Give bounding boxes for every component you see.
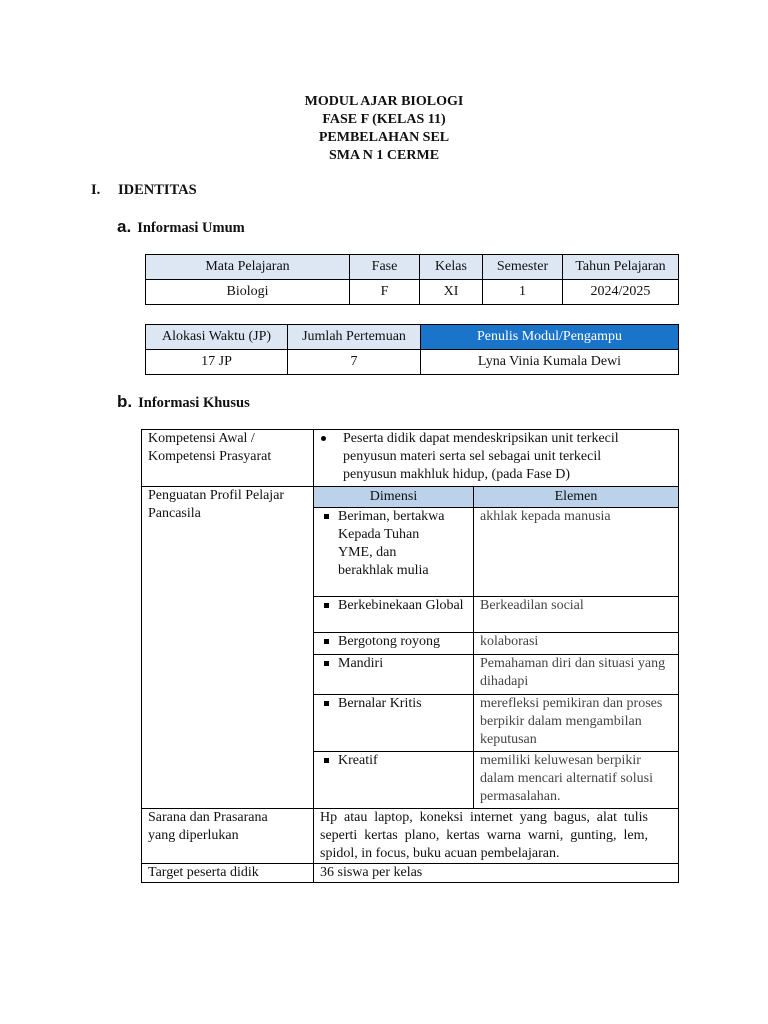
header-jumlah-pertemuan: Jumlah Pertemuan [288, 325, 421, 350]
table-alokasi [145, 324, 679, 375]
table-row [146, 350, 679, 375]
dimensi-cell [314, 655, 474, 695]
title-line-4: SMA N 1 CERME [328, 148, 440, 163]
subheading-informasi-khusus [117, 392, 250, 412]
cell-kelas: XI [420, 280, 483, 305]
dimensi-text: Mandiri [338, 656, 384, 671]
bullet-square-icon [324, 639, 329, 644]
row-profil-header [142, 487, 679, 508]
elemen-cell: memiliki keluwesan berpikir dalam mencari alternatif solusi permasalahan. [474, 752, 679, 809]
dimensi-cell [314, 752, 474, 809]
dimensi-cell [314, 633, 474, 655]
title-line-3: PEMBELAHAN SEL [318, 130, 450, 145]
table-header-row [146, 325, 679, 350]
elemen-cell: Pemahaman diri dan situasi yang dihadapi [474, 655, 679, 695]
subheading-letter: b. [117, 392, 133, 411]
cell-penulis-modul: Lyna Vinia Kumala Dewi [421, 350, 679, 375]
dimensi-cell [314, 597, 474, 633]
bullet-square-icon [324, 758, 329, 763]
bullet-icon [321, 436, 326, 441]
elemen-cell: merefleksi pemikiran dan proses berpikir dalam mengambilan keputusan [474, 695, 679, 752]
document-title [0, 93, 768, 165]
header-fase: Fase [350, 255, 420, 280]
header-semester: Semester [483, 255, 563, 280]
subheading-informasi-umum [117, 217, 245, 237]
header-kelas: Kelas [420, 255, 483, 280]
label-kompetensi: Kompetensi Awal / Kompetensi Prasyarat [142, 430, 314, 487]
bullet-square-icon [324, 603, 329, 608]
label-sarana: Sarana dan Prasarana yang diperlukan [142, 809, 314, 864]
bullet-square-icon [324, 701, 329, 706]
dimensi-text: Berkebinekaan Global [338, 598, 464, 613]
cell-semester: 1 [483, 280, 563, 305]
kompetensi-text: Peserta didik dapat mendeskripsikan unit terkecil penyusun materi serta sel sebagai unit terkecil penyusun makhluk hidup, (pada Fase D) [343, 431, 619, 482]
dimensi-text: Bernalar Kritis [338, 696, 422, 711]
bullet-square-icon [324, 514, 329, 519]
row-kompetensi [142, 430, 679, 487]
dimensi-cell [314, 695, 474, 752]
title-line-2: FASE F (KELAS 11) [322, 112, 446, 127]
cell-mata-pelajaran: Biologi [146, 280, 350, 305]
subheading-letter: a. [117, 217, 132, 236]
cell-target: 36 siswa per kelas [314, 864, 679, 883]
header-mata-pelajaran: Mata Pelajaran [146, 255, 350, 280]
cell-fase: F [350, 280, 420, 305]
dimensi-text: Kreatif [338, 753, 378, 768]
table-row [146, 280, 679, 305]
subheading-label: Informasi Umum [137, 220, 245, 236]
dimensi-text: Bergotong royong [338, 634, 441, 649]
elemen-cell: kolaborasi [474, 633, 679, 655]
cell-jumlah-pertemuan: 7 [288, 350, 421, 375]
header-elemen: Elemen [474, 487, 679, 508]
cell-sarana: Hp atau laptop, koneksi internet yang bagus, alat tulis seperti kertas plano, kertas warna warni, gunting, lem, spidol, in focus, buku acuan pembelajaran. [314, 809, 679, 864]
table-informasi-khusus [141, 429, 679, 883]
subheading-label: Informasi Khusus [138, 395, 250, 411]
bullet-square-icon [324, 661, 329, 666]
row-sarana [142, 809, 679, 864]
section-label: IDENTITAS [118, 182, 197, 198]
header-penulis-modul: Penulis Modul/Pengampu [421, 325, 679, 350]
section-heading [91, 182, 197, 199]
cell-tahun-pelajaran: 2024/2025 [563, 280, 679, 305]
elemen-cell: akhlak kepada manusia [474, 508, 679, 597]
header-dimensi: Dimensi [314, 487, 474, 508]
elemen-cell: Berkeadilan social [474, 597, 679, 633]
header-tahun-pelajaran: Tahun Pelajaran [563, 255, 679, 280]
row-target [142, 864, 679, 883]
table-informasi-umum [145, 254, 679, 305]
header-alokasi-waktu: Alokasi Waktu (JP) [146, 325, 288, 350]
cell-alokasi-waktu: 17 JP [146, 350, 288, 375]
dimensi-text: Beriman, bertakwa Kepada Tuhan YME, dan berakhlak mulia [338, 509, 445, 578]
dimensi-cell [314, 508, 474, 597]
cell-kompetensi [314, 430, 679, 487]
table-header-row [146, 255, 679, 280]
title-line-1: MODUL AJAR BIOLOGI [304, 94, 464, 109]
section-number: I. [91, 182, 101, 198]
label-profil: Penguatan Profil Pelajar Pancasila [142, 487, 314, 809]
label-target: Target peserta didik [142, 864, 314, 883]
